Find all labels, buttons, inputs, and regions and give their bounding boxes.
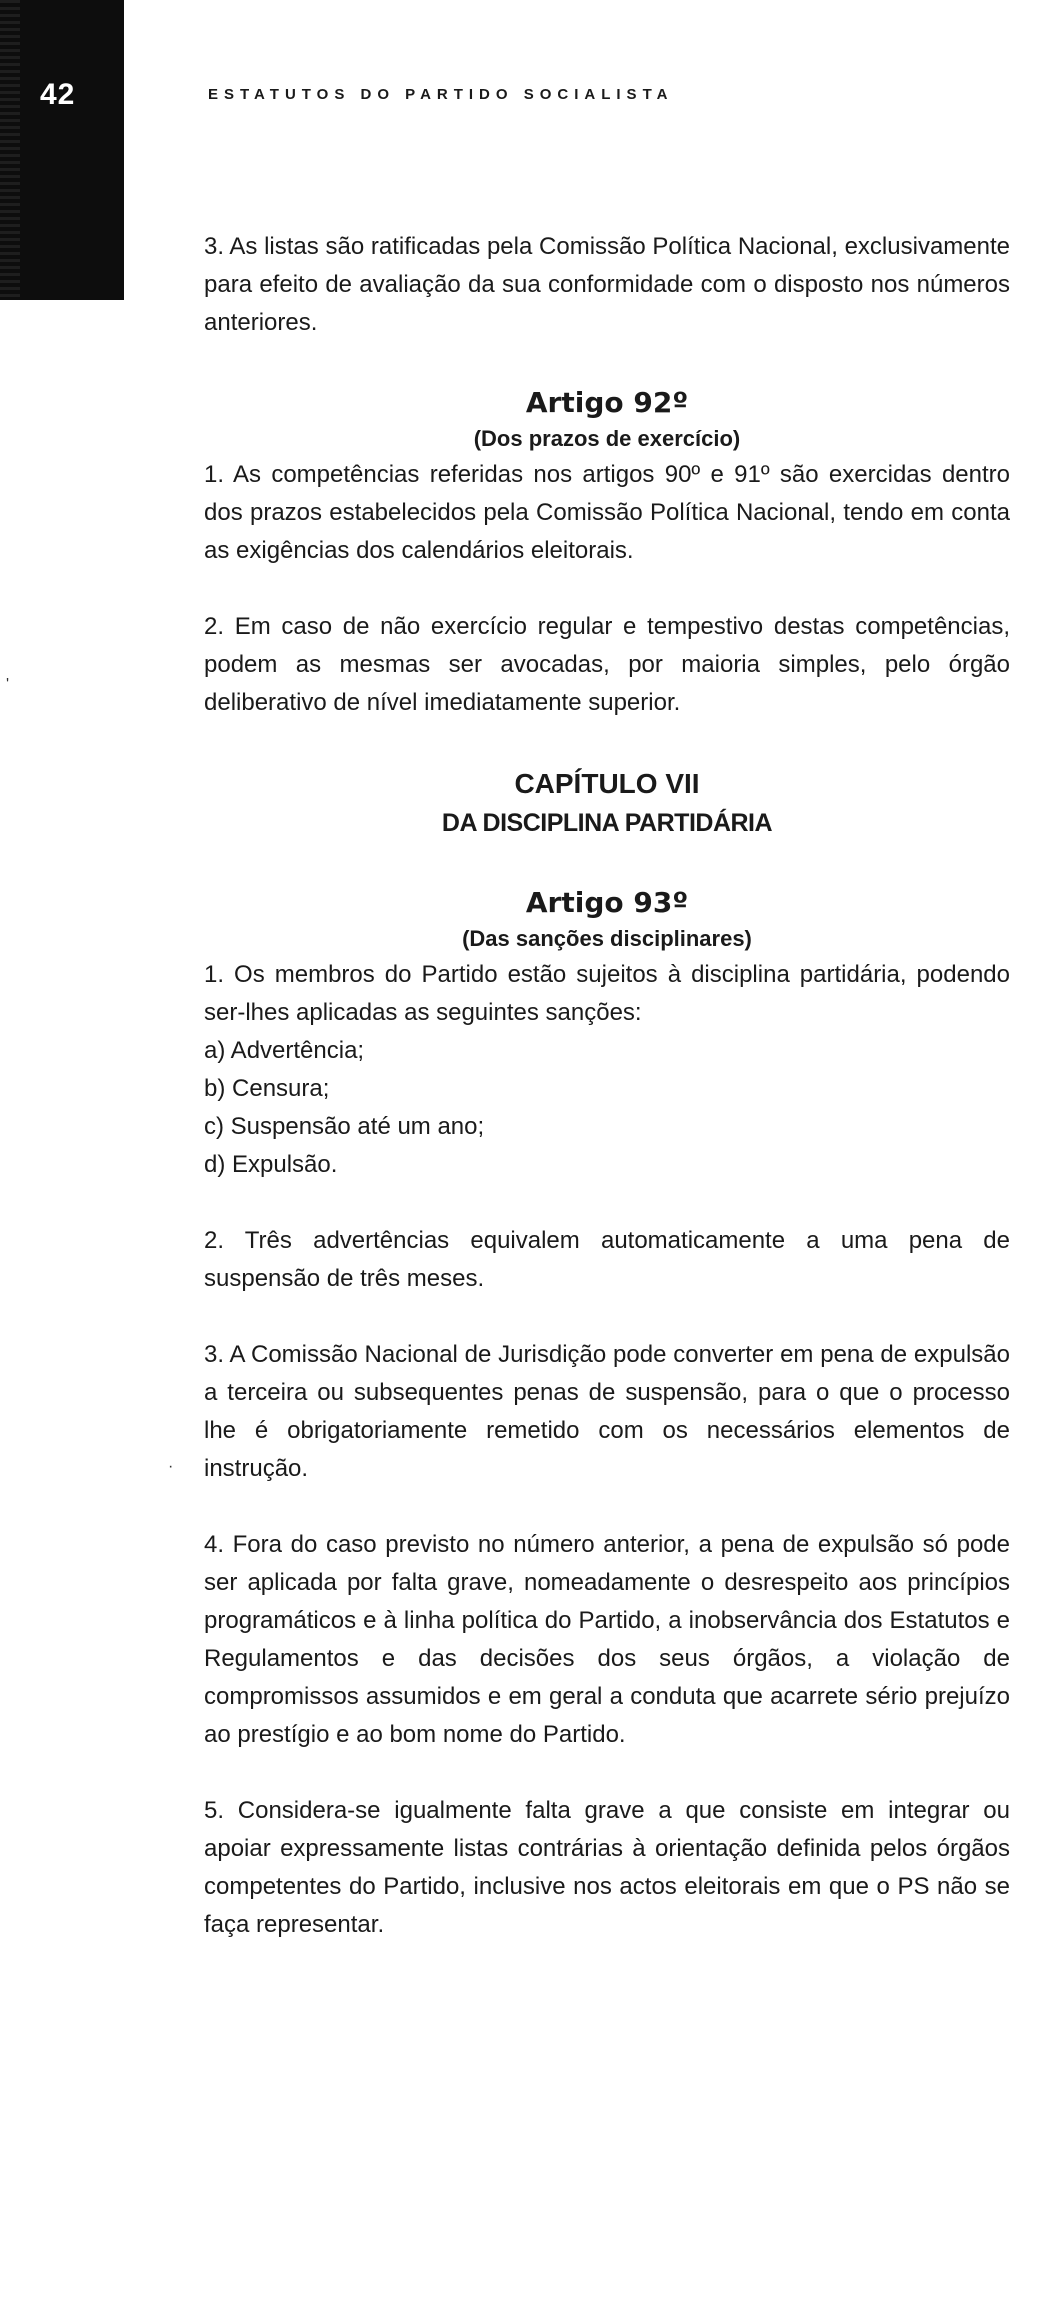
running-header: ESTATUTOS DO PARTIDO SOCIALISTA [208,86,674,103]
article-subtitle: (Das sanções disciplinares) [462,926,752,951]
chapter-title: CAPÍTULO VII [514,768,700,799]
paragraph: 2. Três advertências equivalem automaticamente a uma pena de suspensão de três meses. [204,1227,1010,1292]
paragraph: 1. As competências referidas nos artigos 90º e 91º são exercidas dentro dos prazos estabelecidos pela Comissão Política Nacional, tendo em conta as exigências dos calendários eleitorais. [204,461,1010,564]
page-number-tab [0,0,124,300]
chapter-subtitle: DA DISCIPLINA PARTIDÁRIA [441,809,773,837]
article-subtitle: (Dos prazos de exercício) [473,426,741,451]
paragraph: 4. Fora do caso previsto no número anterior, a pena de expulsão só pode ser aplicada por falta grave, nomeadamente o desrespeito aos princípios programáticos e à linha política do Partido, a inobservância dos Estatutos e Regulamentos e das decisões dos seus órgãos, a violação de compromissos assumidos e em geral a conduta que acarrete sério prejuízo ao prestígio e ao bom nome do Partido. [204,1531,1010,1748]
article-title: Artigo 93º [525,886,689,919]
list-item: a) Advertência; [204,1037,365,1064]
paragraph: 3. As listas são ratificadas pela Comissão Política Nacional, exclusivamente para efeito de avaliação da sua conformidade com o disposto nos números anteriores. [204,233,1010,336]
list-item: b) Censura; [204,1075,330,1102]
page-number: 42 [40,78,76,111]
list-item: d) Expulsão. [204,1151,338,1178]
list-item: c) Suspensão até um ano; [204,1113,485,1140]
tab-texture [0,0,20,300]
paragraph: 3. A Comissão Nacional de Jurisdição pode converter em pena de expulsão a terceira ou subsequentes penas de suspensão, para o que o processo lhe é obrigatoriamente remetido com os necessários elementos de instrução. [204,1341,1010,1482]
paragraph: 2. Em caso de não exercício regular e tempestivo destas competências, podem as mesmas ser avocadas, por maioria simples, pelo órgão deliberativo de nível imediatamente superior. [204,613,1010,716]
document-body [204,228,1010,1944]
paragraph: 1. Os membros do Partido estão sujeitos à disciplina partidária, podendo ser-lhes aplicadas as seguintes sanções: [204,961,1010,1026]
sanction-list [204,1032,1010,1184]
scan-mark: ' [6,676,10,693]
scan-mark: · [168,1458,174,1475]
article-title: Artigo 92º [525,386,689,419]
paragraph: 5. Considera-se igualmente falta grave a que consiste em integrar ou apoiar expressamente listas contrárias à orientação definida pelos órgãos competentes do Partido, inclusive nos actos eleitorais em que o PS não se faça representar. [204,1797,1010,1938]
